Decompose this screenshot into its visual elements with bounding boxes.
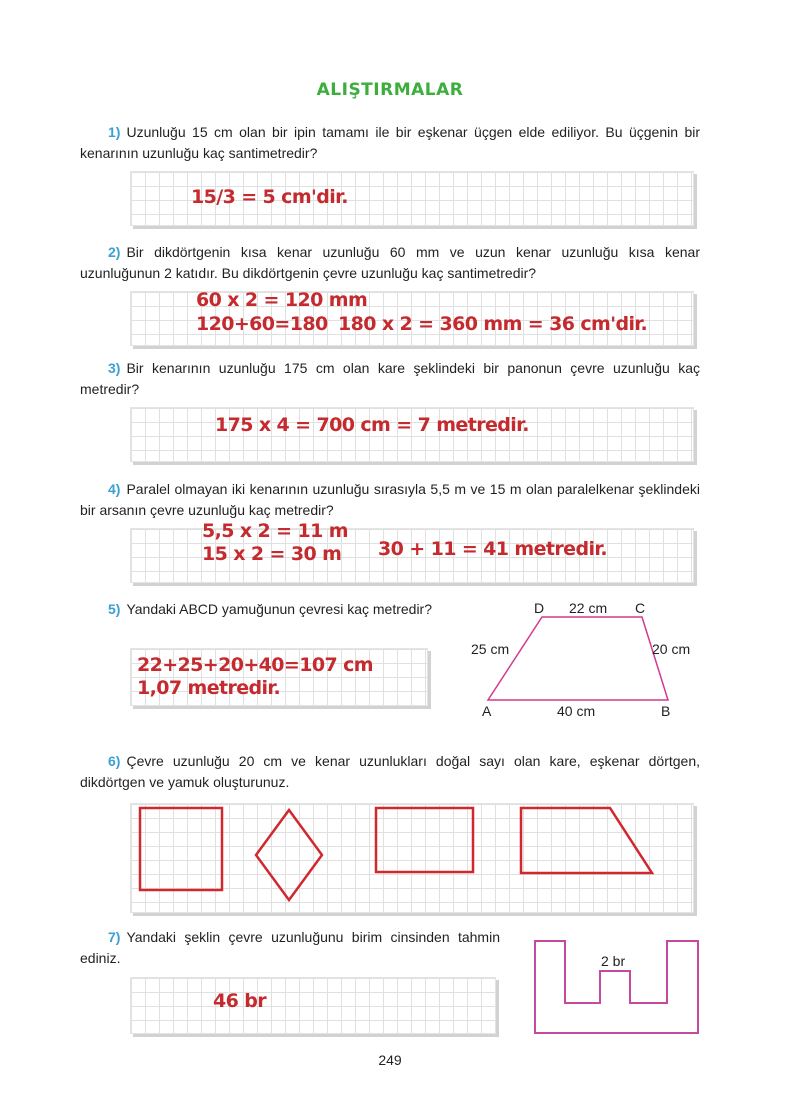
bottom-side-label: 40 cm	[557, 703, 596, 719]
unit-label: 2 br	[601, 953, 626, 969]
page-number: 249	[378, 1052, 402, 1068]
answer-5-line-1: 22+25+20+40=107 cm	[137, 654, 373, 676]
question-text: Paralel olmayan iki kenarının uzunluğu sırasıyla 5,5 m ve 15 m olan paralelkenar şeklindeki bir arsanın çevre uzunluğu kaç metredir?	[80, 481, 700, 518]
question-number: 3)	[108, 360, 121, 376]
vertex-c-label: C	[635, 600, 646, 616]
answer-4-line-2: 15 x 2 = 30 m	[202, 543, 342, 565]
answer-5-line-2: 1,07 metredir.	[137, 677, 281, 699]
comb-shape-figure	[530, 938, 702, 1036]
page-title: ALIŞTIRMALAR	[316, 80, 464, 100]
top-side-label: 22 cm	[569, 600, 608, 616]
answer-4-line-1: 5,5 x 2 = 11 m	[202, 520, 348, 542]
question-2	[80, 242, 700, 284]
left-side-label: 25 cm	[471, 641, 510, 657]
question-text: Yandaki ABCD yamuğunun çevresi kaç metredir?	[126, 601, 433, 617]
question-7	[80, 927, 500, 969]
answer-box-3	[130, 407, 694, 462]
answer-box-7	[130, 977, 496, 1034]
answer-2-line-2a: 120+60=180	[196, 313, 328, 335]
question-1	[80, 122, 700, 164]
question-text: Çevre uzunluğu 20 cm ve kenar uzunlukları doğal sayı olan kare, eşkenar dörtgen, dikdörtgen ve yamuk oluşturunuz.	[80, 753, 700, 790]
trapezoid-figure	[465, 595, 705, 725]
question-5	[80, 599, 440, 620]
question-text: Bir kenarının uzunluğu 175 cm olan kare şeklindeki bir panonun çevre uzunluğu kaç metredir?	[80, 360, 700, 397]
question-number: 6)	[108, 753, 121, 769]
right-side-label: 20 cm	[652, 641, 691, 657]
rectangle-shape	[376, 808, 473, 872]
question-number: 5)	[108, 601, 121, 617]
question-number: 4)	[108, 481, 121, 497]
trapezoid-shape	[488, 617, 668, 700]
answer-3: 175 x 4 = 700 cm = 7 metredir.	[215, 414, 529, 436]
question-number: 2)	[108, 244, 121, 260]
question-text: Yandaki şeklin çevre uzunluğunu birim cinsinden tahmin ediniz.	[80, 929, 500, 966]
vertex-d-label: D	[534, 600, 545, 616]
answer-box-5	[130, 648, 428, 706]
question-number: 7)	[108, 929, 121, 945]
question-4	[80, 479, 700, 521]
question-3	[80, 358, 700, 400]
question-6	[80, 751, 700, 793]
question-text: Uzunluğu 15 cm olan bir ipin tamamı ile bir eşkenar üçgen elde ediliyor. Bu üçgenin bir kenarının uzunluğu kaç santimetredir?	[80, 124, 700, 161]
answer-2-line-2b: 180 x 2 = 360 mm = 36 cm'dir.	[338, 313, 648, 335]
square-shape	[140, 808, 222, 890]
answer-7: 46 br	[213, 990, 267, 1012]
answer-1: 15/3 = 5 cm'dir.	[191, 186, 348, 208]
answer-4-total: 30 + 11 = 41 metredir.	[378, 538, 608, 560]
question-number: 1)	[108, 124, 121, 140]
shapes-figure	[130, 803, 695, 913]
answer-box-1	[130, 171, 694, 226]
vertex-a-label: A	[482, 703, 492, 719]
trapezoid-drawn-shape	[521, 808, 652, 873]
question-text: Bir dikdörtgenin kısa kenar uzunluğu 60 mm ve uzun kenar uzunluğu kısa kenar uzunluğunun 2 katıdır. Bu dikdörtgenin çevre uzunluğu kaç santimetredir?	[80, 244, 700, 281]
answer-2-line-1: 60 x 2 = 120 mm	[196, 289, 368, 311]
rhombus-shape	[256, 810, 322, 900]
vertex-b-label: B	[661, 703, 671, 719]
